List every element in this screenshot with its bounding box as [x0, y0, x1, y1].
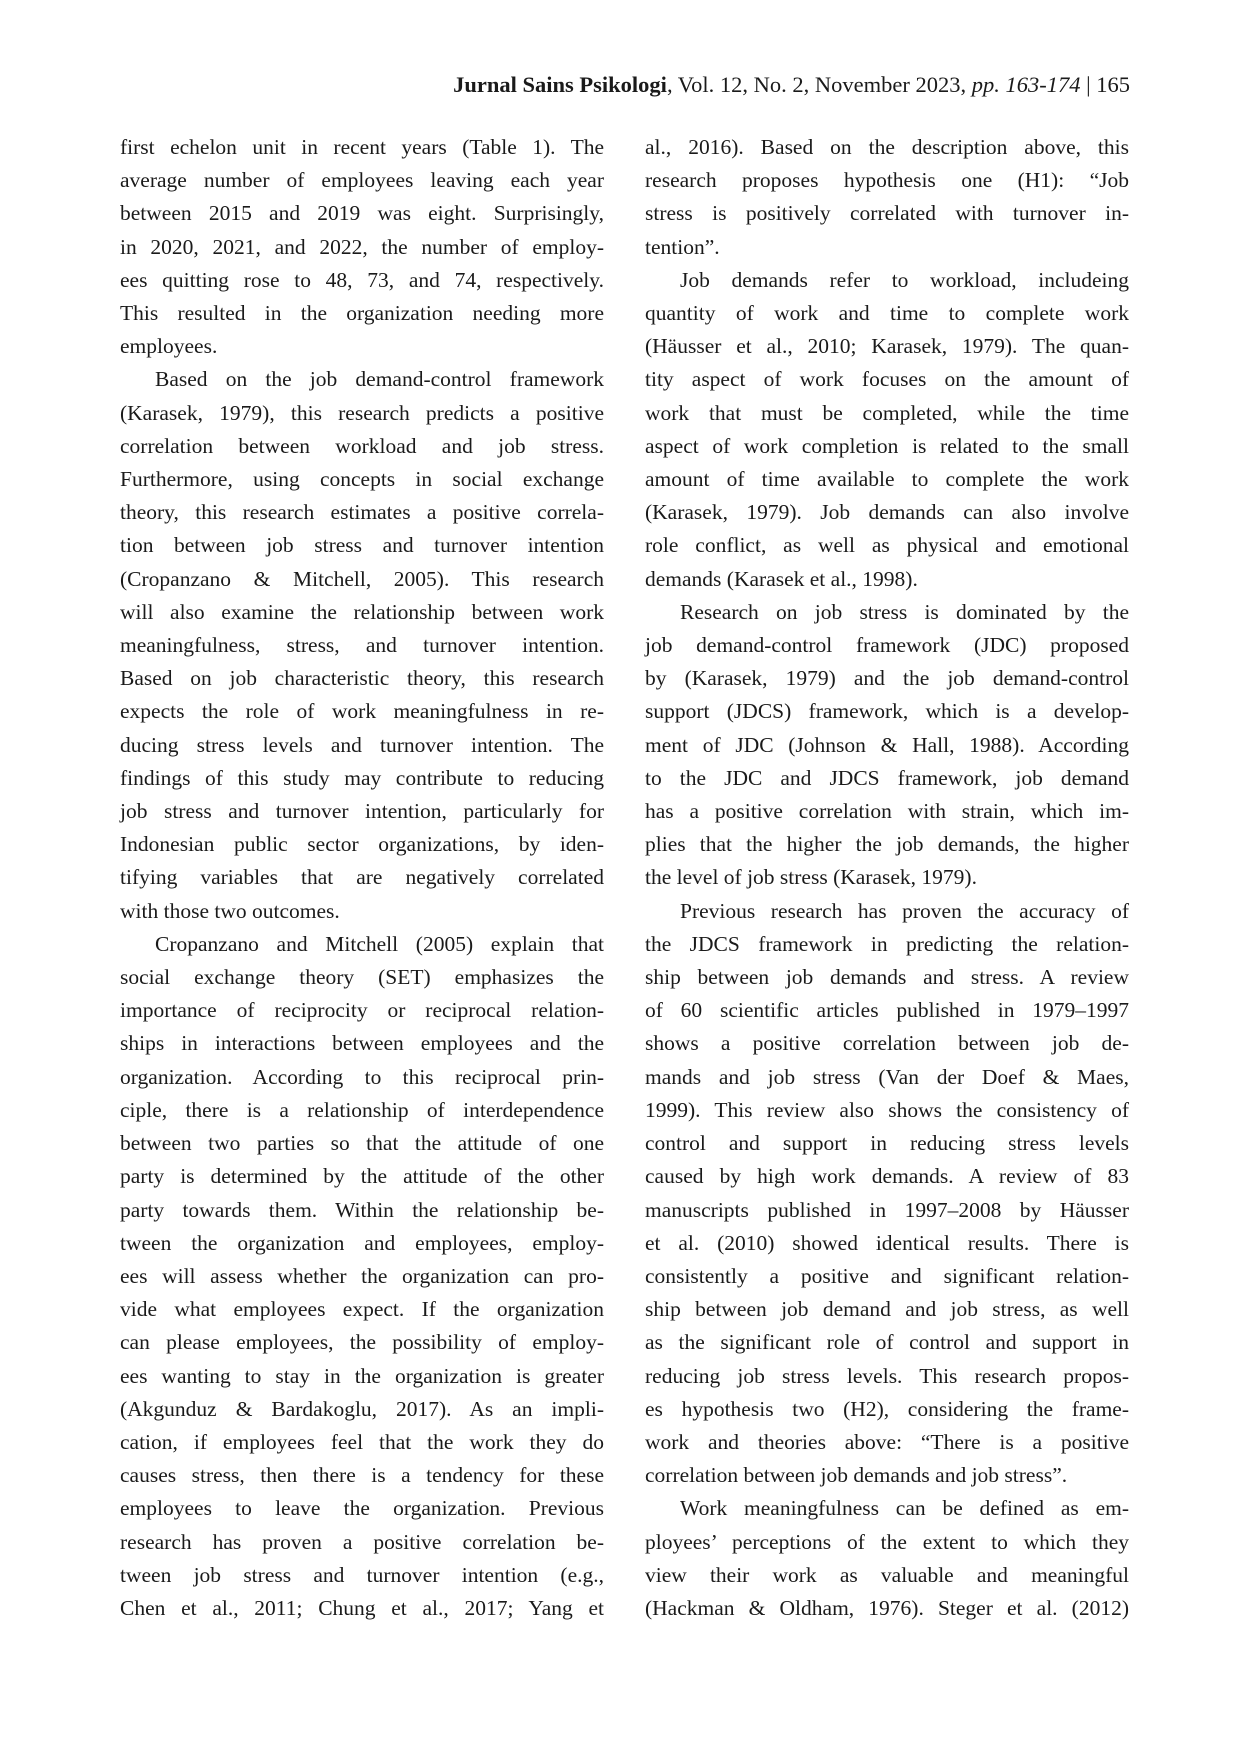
- text-line: in 2020, 2021, and 2022, the number of employ-: [120, 234, 604, 259]
- text-line: al., 2016). Based on the description above, this: [645, 135, 1129, 159]
- text-line: theory, this research estimates a positive correla-: [120, 500, 604, 525]
- text-line: tention”.: [645, 234, 720, 259]
- text-line: shows a positive correlation between job de-: [645, 1031, 1129, 1056]
- text-line: findings of this study may contribute to reducing: [120, 765, 604, 790]
- text-line: amount of time available to complete the work: [645, 467, 1129, 492]
- text-line: reducing job stress levels. This research propos-: [645, 1363, 1129, 1388]
- paragraph: [120, 131, 604, 363]
- text-line: with those two outcomes.: [120, 898, 340, 923]
- text-line: control and support in reducing stress levels: [645, 1131, 1129, 1156]
- text-line: party is determined by the attitude of the other: [120, 1164, 604, 1189]
- text-line: the JDCS framework in predicting the relation-: [645, 931, 1129, 956]
- text-line: job stress and turnover intention, particularly for: [120, 799, 604, 824]
- text-line: between two parties so that the attitude of one: [120, 1131, 604, 1156]
- text-line: (Karasek, 1979). Job demands can also involve: [645, 500, 1129, 525]
- text-line: work and theories above: “There is a positive: [645, 1429, 1129, 1454]
- text-line: correlation between job demands and job stress”.: [645, 1463, 1068, 1488]
- paragraph: [645, 1492, 1129, 1625]
- right-column: [645, 131, 1129, 1625]
- text-line: average number of employees leaving each year: [120, 168, 604, 193]
- paragraph: [120, 363, 604, 927]
- text-line: social exchange theory (SET) emphasizes the: [120, 965, 604, 990]
- text-line: stress is positively correlated with turnover in-: [645, 201, 1129, 226]
- paragraph: [645, 131, 1129, 264]
- text-line: can please employees, the possibility of employ-: [120, 1330, 604, 1355]
- text-line: es hypothesis two (H2), considering the frame-: [645, 1396, 1129, 1421]
- text-line: has a positive correlation with strain, which im-: [645, 799, 1129, 824]
- text-line: view their work as valuable and meaningful: [645, 1562, 1129, 1587]
- text-line: by (Karasek, 1979) and the job demand-control: [645, 666, 1129, 691]
- text-line: expects the role of work meaningfulness in re-: [120, 699, 604, 724]
- text-line: (Akgunduz & Bardakoglu, 2017). As an impli-: [120, 1396, 604, 1421]
- text-line: tween job stress and turnover intention (e.g.,: [120, 1562, 604, 1587]
- text-line: tion between job stress and turnover intention: [120, 533, 604, 558]
- text-line: Furthermore, using concepts in social exchange: [120, 467, 604, 492]
- text-line: support (JDCS) framework, which is a develop-: [645, 699, 1129, 724]
- text-line: cation, if employees feel that the work they do: [120, 1429, 604, 1454]
- text-line: ship between job demands and stress. A review: [645, 965, 1129, 990]
- text-line: vide what employees expect. If the organization: [120, 1297, 604, 1322]
- text-line: Based on the job demand-control framework: [155, 367, 604, 392]
- text-line: ees quitting rose to 48, 73, and 74, respectively.: [120, 267, 604, 292]
- text-line: will also examine the relationship between work: [120, 599, 604, 624]
- page-range: pp. 163-174: [971, 72, 1081, 97]
- text-line: ployees’ perceptions of the extent to which they: [645, 1529, 1129, 1554]
- text-line: plies that the higher the job demands, the higher: [645, 832, 1129, 857]
- text-line: quantity of work and time to complete work: [645, 301, 1129, 326]
- paragraph: [645, 596, 1129, 895]
- text-line: (Hackman & Oldham, 1976). Steger et al. (2012): [645, 1595, 1129, 1620]
- text-line: This resulted in the organization needing more: [120, 301, 604, 326]
- text-line: importance of reciprocity or reciprocal relation-: [120, 998, 604, 1023]
- page-number: | 165: [1080, 72, 1130, 97]
- text-line: Work meaningfulness can be defined as em-: [680, 1496, 1129, 1521]
- text-line: Chen et al., 2011; Chung et al., 2017; Yang et: [120, 1595, 604, 1620]
- text-line: employees to leave the organization. Previous: [120, 1496, 604, 1521]
- paragraph: [645, 895, 1129, 1493]
- journal-title: Jurnal Sains Psikologi: [453, 72, 667, 97]
- left-column: [120, 131, 604, 1625]
- text-line: (Cropanzano & Mitchell, 2005). This research: [120, 566, 604, 591]
- issue-info: , Vol. 12, No. 2, November 2023,: [666, 72, 972, 97]
- text-line: Indonesian public sector organizations, by iden-: [120, 832, 604, 857]
- text-line: correlation between workload and job stress.: [120, 433, 604, 458]
- text-line: tity aspect of work focuses on the amount of: [645, 367, 1129, 392]
- text-line: of 60 scientific articles published in 1979–1997: [645, 998, 1129, 1023]
- text-line: ducing stress levels and turnover intention. The: [120, 732, 604, 757]
- text-line: Previous research has proven the accuracy of: [680, 898, 1129, 923]
- text-line: caused by high work demands. A review of 83: [645, 1164, 1129, 1189]
- text-line: (Häusser et al., 2010; Karasek, 1979). The quan-: [645, 334, 1129, 359]
- text-line: Based on job characteristic theory, this research: [120, 666, 604, 691]
- text-line: work that must be completed, while the time: [645, 400, 1129, 425]
- text-line: ment of JDC (Johnson & Hall, 1988). According: [645, 732, 1129, 757]
- text-line: to the JDC and JDCS framework, job demand: [645, 765, 1129, 790]
- text-line: consistently a positive and significant relation-: [645, 1263, 1129, 1288]
- text-line: first echelon unit in recent years (Table 1). The: [120, 135, 604, 159]
- text-line: ees wanting to stay in the organization is greater: [120, 1363, 604, 1388]
- text-line: 1999). This review also shows the consistency of: [645, 1097, 1129, 1122]
- text-line: organization. According to this reciprocal prin-: [120, 1064, 604, 1089]
- text-line: job demand-control framework (JDC) proposed: [645, 633, 1129, 658]
- text-line: aspect of work completion is related to the small: [645, 433, 1129, 458]
- text-line: party towards them. Within the relationship be-: [120, 1197, 604, 1222]
- text-line: Job demands refer to workload, includeing: [680, 267, 1129, 292]
- text-line: ships in interactions between employees and the: [120, 1031, 604, 1056]
- text-line: research proposes hypothesis one (H1): “Job: [645, 168, 1129, 193]
- text-line: causes stress, then there is a tendency for these: [120, 1463, 604, 1488]
- text-line: meaningfulness, stress, and turnover intention.: [120, 633, 604, 658]
- text-line: (Karasek, 1979), this research predicts a positive: [120, 400, 604, 425]
- text-line: tween the organization and employees, employ-: [120, 1230, 604, 1255]
- paragraph: [120, 928, 604, 1625]
- paragraph: [645, 264, 1129, 596]
- running-header: [453, 72, 1130, 98]
- text-line: ciple, there is a relationship of interdependence: [120, 1097, 604, 1122]
- text-line: ees will assess whether the organization can pro-: [120, 1263, 604, 1288]
- text-line: Research on job stress is dominated by the: [680, 599, 1129, 624]
- text-line: et al. (2010) showed identical results. There is: [645, 1230, 1129, 1255]
- text-line: tifying variables that are negatively correlated: [120, 865, 604, 890]
- text-line: Cropanzano and Mitchell (2005) explain that: [155, 931, 604, 956]
- text-line: the level of job stress (Karasek, 1979).: [645, 865, 977, 890]
- text-line: demands (Karasek et al., 1998).: [645, 566, 918, 591]
- text-line: ship between job demand and job stress, as well: [645, 1297, 1129, 1322]
- text-line: manuscripts published in 1997–2008 by Häusser: [645, 1197, 1129, 1222]
- text-line: as the significant role of control and support in: [645, 1330, 1129, 1355]
- text-line: between 2015 and 2019 was eight. Surprisingly,: [120, 201, 604, 226]
- text-line: role conflict, as well as physical and emotional: [645, 533, 1129, 558]
- text-line: research has proven a positive correlation be-: [120, 1529, 604, 1554]
- text-line: employees.: [120, 334, 218, 359]
- text-line: mands and job stress (Van der Doef & Maes,: [645, 1064, 1129, 1089]
